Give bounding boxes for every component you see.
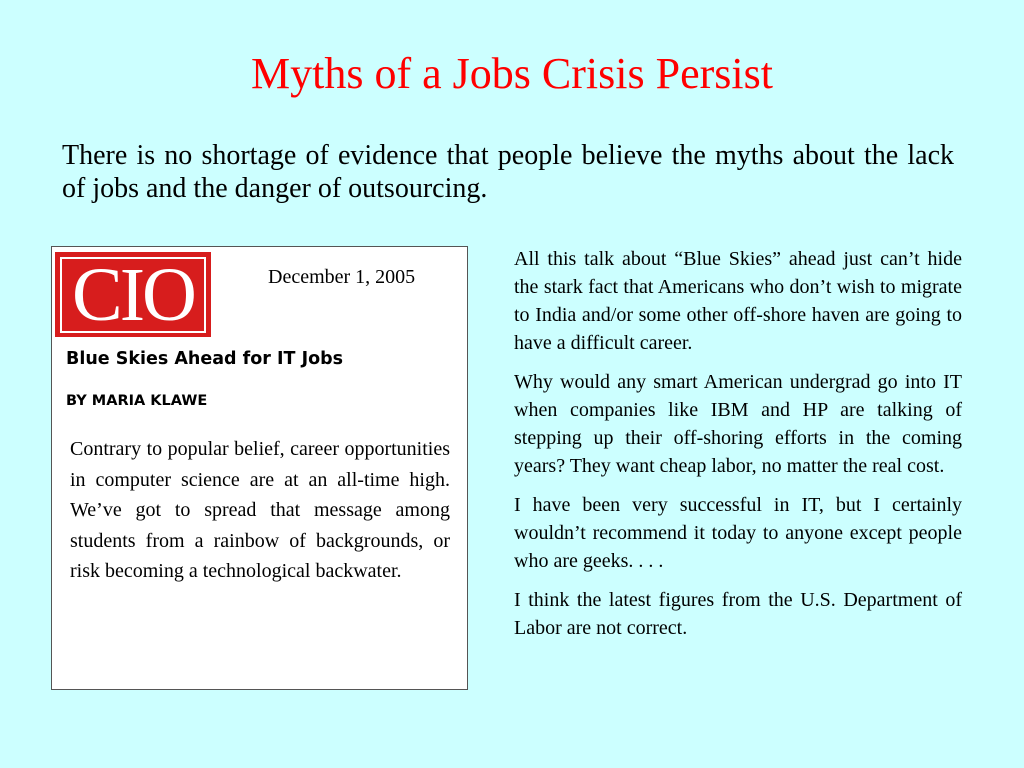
slide-title: Myths of a Jobs Crisis Persist [251,49,773,98]
quote-paragraph: All this talk about “Blue Skies” ahead just can’t hide the stark fact that Americans who don’t wish to migrate to India and/or some other off-shore haven are going to have a difficult career. [514,248,962,354]
article-body: Contrary to popular belief, career opportunities in computer science are at an all-time high. We’ve got to spread that message among students from a rainbow of backgrounds, or risk becoming a technological backwater. [70,438,450,582]
article-byline: BY MARIA KLAWE [66,393,208,409]
reader-quotes [514,245,962,653]
quote-paragraph: Why would any smart American undergrad go into IT when companies like IBM and HP are talking of stepping up their off-shoring efforts in the coming years? They want cheap labor, no matter the real cost. [514,371,962,477]
quote-paragraph: I have been very successful in IT, but I certainly wouldn’t recommend it today to anyone except people who are geeks. . . . [514,494,962,572]
slide-intro: There is no shortage of evidence that people believe the myths about the lack of jobs and the danger of outsourcing. [62,140,954,204]
article-headline: Blue Skies Ahead for IT Jobs [66,349,344,369]
article-clipping [51,246,468,690]
cio-logo-text: CIO [60,257,206,333]
quote-paragraph: I think the latest figures from the U.S. Department of Labor are not correct. [514,589,962,639]
cio-logo [55,252,211,337]
article-date: December 1, 2005 [268,266,416,288]
